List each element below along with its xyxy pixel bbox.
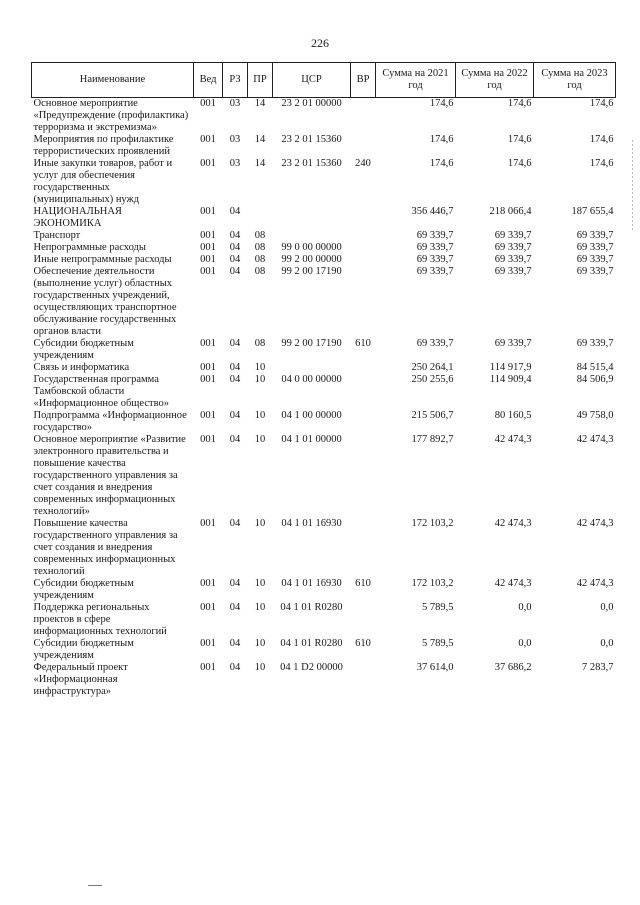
row-name: Субсидии бюджетным учреждениям bbox=[33, 578, 134, 601]
row-sum-2023: 42 474,3 bbox=[576, 434, 614, 445]
row-name: НАЦИОНАЛЬНАЯ ЭКОНОМИКА bbox=[33, 206, 122, 229]
row-vr bbox=[351, 374, 376, 410]
row-name: Субсидии бюджетным учреждениям bbox=[33, 338, 134, 361]
table-row bbox=[32, 338, 616, 362]
row-sum-2023: 0,0 bbox=[600, 602, 614, 613]
row-vr bbox=[351, 662, 376, 698]
row-sum-2022: 114 909,4 bbox=[489, 374, 532, 385]
row-ved: 001 bbox=[200, 230, 216, 241]
row-sum-2022: 69 339,7 bbox=[494, 338, 532, 349]
page-number: 226 bbox=[311, 36, 329, 50]
table-row bbox=[32, 578, 616, 602]
row-vr: 610 bbox=[355, 578, 371, 589]
row-sum-2022: 80 160,5 bbox=[494, 410, 532, 421]
row-pr: 14 bbox=[254, 158, 266, 169]
row-sum-2023: 49 758,0 bbox=[576, 410, 614, 421]
row-csr: 04 1 D2 00000 bbox=[280, 662, 343, 673]
table-row bbox=[32, 602, 616, 638]
row-ved: 001 bbox=[200, 578, 216, 589]
row-ved: 001 bbox=[200, 638, 216, 649]
row-sum-2023: 84 515,4 bbox=[576, 362, 614, 373]
header-rz: РЗ bbox=[223, 63, 248, 98]
row-sum-2021: 250 264,1 bbox=[411, 362, 454, 373]
row-name: Основное мероприятие «Развитие электронного правительства и повышение качества государственного управления за счет создания и внедрения современных информационных технологий» bbox=[33, 434, 186, 517]
row-rz: 03 bbox=[229, 134, 241, 145]
table-row bbox=[32, 518, 616, 578]
table-row bbox=[32, 434, 616, 518]
row-sum-2022: 69 339,7 bbox=[494, 254, 532, 265]
row-sum-2022: 174,6 bbox=[507, 134, 532, 145]
table-row bbox=[32, 242, 616, 254]
row-sum-2023: 69 339,7 bbox=[576, 254, 614, 265]
row-pr: 14 bbox=[254, 98, 266, 109]
row-csr: 04 1 01 R0280 bbox=[280, 638, 343, 649]
row-rz: 03 bbox=[229, 98, 241, 109]
row-sum-2021: 174,6 bbox=[429, 134, 454, 145]
row-ved: 001 bbox=[200, 98, 216, 109]
row-pr: 10 bbox=[254, 434, 266, 445]
row-sum-2021: 69 339,7 bbox=[416, 338, 454, 349]
row-sum-2023: 69 339,7 bbox=[576, 242, 614, 253]
row-sum-2022: 42 474,3 bbox=[494, 518, 532, 529]
row-vr bbox=[351, 410, 376, 434]
table-row bbox=[32, 254, 616, 266]
row-name: Иные непрограммные расходы bbox=[33, 254, 172, 265]
row-vr bbox=[351, 134, 376, 158]
row-pr: 10 bbox=[254, 410, 266, 421]
row-rz: 04 bbox=[229, 518, 241, 529]
row-sum-2022: 0,0 bbox=[518, 602, 532, 613]
row-rz: 03 bbox=[229, 158, 241, 169]
row-sum-2022: 69 339,7 bbox=[494, 242, 532, 253]
row-sum-2021: 250 255,6 bbox=[411, 374, 454, 385]
scan-margin-mark bbox=[632, 140, 633, 230]
row-ved: 001 bbox=[200, 602, 216, 613]
row-csr: 04 1 01 R0280 bbox=[280, 602, 343, 613]
table-header-row bbox=[32, 63, 616, 98]
header-vr: ВР bbox=[351, 63, 376, 98]
row-sum-2021: 5 789,5 bbox=[422, 638, 454, 649]
header-name: Наименование bbox=[32, 63, 194, 98]
row-sum-2021: 356 446,7 bbox=[411, 206, 454, 217]
row-csr: 23 2 01 15360 bbox=[281, 134, 342, 145]
row-sum-2022: 0,0 bbox=[518, 638, 532, 649]
header-ved: Вед bbox=[194, 63, 223, 98]
row-sum-2021: 174,6 bbox=[429, 158, 454, 169]
row-pr: 08 bbox=[254, 230, 266, 241]
row-name: Повышение качества государственного управления за счет создания и внедрения современных информационных технологий bbox=[33, 518, 178, 577]
row-pr: 08 bbox=[254, 254, 266, 265]
row-ved: 001 bbox=[200, 242, 216, 253]
row-rz: 04 bbox=[229, 578, 241, 589]
header-sum-2021: Сумма на 2021 год bbox=[376, 63, 456, 98]
row-ved: 001 bbox=[200, 662, 216, 673]
row-sum-2023: 7 283,7 bbox=[582, 662, 614, 673]
row-sum-2023: 84 506,9 bbox=[576, 374, 614, 385]
row-pr: 10 bbox=[254, 638, 266, 649]
row-ved: 001 bbox=[200, 254, 216, 265]
row-name: Основное мероприятие «Предупреждение (профилактика) терроризма и экстремизма» bbox=[33, 98, 189, 133]
row-sum-2022: 69 339,7 bbox=[494, 230, 532, 241]
row-vr bbox=[351, 254, 376, 266]
row-vr: 610 bbox=[355, 338, 371, 349]
row-vr bbox=[351, 98, 376, 135]
row-pr: 10 bbox=[254, 518, 266, 529]
row-name: Иные закупки товаров, работ и услуг для обеспечения государственных (муниципальных) нужд bbox=[33, 158, 173, 205]
row-csr: 04 0 00 00000 bbox=[281, 374, 342, 385]
row-name: Субсидии бюджетным учреждениям bbox=[33, 638, 134, 661]
row-csr: 04 1 00 00000 bbox=[281, 410, 342, 421]
row-sum-2021: 172 103,2 bbox=[411, 518, 454, 529]
row-pr: 10 bbox=[254, 374, 266, 385]
row-csr bbox=[273, 206, 351, 230]
table-row bbox=[32, 410, 616, 434]
row-rz: 04 bbox=[229, 602, 241, 613]
row-rz: 04 bbox=[229, 638, 241, 649]
row-name: Поддержка региональных проектов в сфере информационных технологий bbox=[33, 602, 167, 637]
row-name: Связь и информатика bbox=[33, 362, 130, 373]
table-row bbox=[32, 206, 616, 230]
row-pr: 08 bbox=[254, 242, 266, 253]
table-row bbox=[32, 638, 616, 662]
header-pr: ПР bbox=[248, 63, 273, 98]
row-sum-2023: 0,0 bbox=[600, 638, 614, 649]
row-rz: 04 bbox=[229, 338, 241, 349]
row-vr: 610 bbox=[355, 638, 371, 649]
row-sum-2023: 42 474,3 bbox=[576, 578, 614, 589]
row-csr: 04 1 01 16930 bbox=[281, 578, 342, 589]
row-rz: 04 bbox=[229, 374, 241, 385]
row-ved: 001 bbox=[200, 374, 216, 385]
table-row bbox=[32, 266, 616, 338]
row-sum-2023: 69 339,7 bbox=[576, 230, 614, 241]
row-ved: 001 bbox=[200, 266, 216, 277]
row-pr: 10 bbox=[254, 602, 266, 613]
row-name: Государственная программа Тамбовской области «Информационное общество» bbox=[33, 374, 169, 409]
row-name: Непрограммные расходы bbox=[33, 242, 146, 253]
table-body bbox=[32, 98, 616, 699]
table-row bbox=[32, 374, 616, 410]
row-vr bbox=[351, 362, 376, 374]
row-rz: 04 bbox=[229, 434, 241, 445]
row-rz: 04 bbox=[229, 266, 241, 277]
row-rz: 04 bbox=[229, 242, 241, 253]
row-csr: 99 2 00 17190 bbox=[281, 338, 342, 349]
header-sum-2023: Сумма на 2023 год bbox=[534, 63, 616, 98]
row-sum-2023: 42 474,3 bbox=[576, 518, 614, 529]
row-vr bbox=[351, 434, 376, 518]
row-ved: 001 bbox=[200, 158, 216, 169]
row-sum-2023: 174,6 bbox=[589, 158, 614, 169]
row-rz: 04 bbox=[229, 206, 241, 217]
row-rz: 04 bbox=[229, 254, 241, 265]
row-sum-2023: 69 339,7 bbox=[576, 338, 614, 349]
row-pr: 08 bbox=[254, 338, 266, 349]
row-vr bbox=[351, 230, 376, 242]
row-csr: 23 2 01 00000 bbox=[281, 98, 342, 109]
row-vr bbox=[351, 602, 376, 638]
row-sum-2023: 187 655,4 bbox=[571, 206, 614, 217]
row-sum-2021: 174,6 bbox=[429, 98, 454, 109]
row-ved: 001 bbox=[200, 134, 216, 145]
budget-table bbox=[31, 62, 616, 698]
row-rz: 04 bbox=[229, 362, 241, 373]
table-row bbox=[32, 230, 616, 242]
row-sum-2023: 69 339,7 bbox=[576, 266, 614, 277]
row-pr: 10 bbox=[254, 662, 266, 673]
row-vr bbox=[351, 518, 376, 578]
table-row bbox=[32, 134, 616, 158]
row-sum-2021: 5 789,5 bbox=[422, 602, 454, 613]
row-sum-2021: 37 614,0 bbox=[416, 662, 454, 673]
row-sum-2022: 174,6 bbox=[507, 98, 532, 109]
row-sum-2022: 37 686,2 bbox=[494, 662, 532, 673]
row-rz: 04 bbox=[229, 410, 241, 421]
row-sum-2023: 174,6 bbox=[589, 134, 614, 145]
header-sum-2022: Сумма на 2022 год bbox=[456, 63, 534, 98]
row-name: Обеспечение деятельности (выполнение услуг) областных государственных учреждений, осуществляющих транспортное обслуживание государственных органов власти bbox=[33, 266, 177, 337]
scan-mark bbox=[88, 885, 102, 886]
row-pr: 08 bbox=[254, 266, 266, 277]
row-ved: 001 bbox=[200, 518, 216, 529]
row-csr: 04 1 01 16930 bbox=[281, 518, 342, 529]
row-csr bbox=[273, 230, 351, 242]
row-pr: 14 bbox=[254, 134, 266, 145]
table-row bbox=[32, 158, 616, 206]
table-row bbox=[32, 98, 616, 135]
row-sum-2021: 69 339,7 bbox=[416, 230, 454, 241]
row-csr: 99 2 00 17190 bbox=[281, 266, 342, 277]
row-vr bbox=[351, 266, 376, 338]
table-row bbox=[32, 662, 616, 698]
row-vr bbox=[351, 242, 376, 254]
row-name: Мероприятия по профилактике террористических проявлений bbox=[33, 134, 174, 157]
row-ved: 001 bbox=[200, 206, 216, 217]
row-sum-2023: 174,6 bbox=[589, 98, 614, 109]
row-sum-2022: 114 917,9 bbox=[489, 362, 532, 373]
header-csr: ЦСР bbox=[273, 63, 351, 98]
row-csr: 04 1 01 00000 bbox=[281, 434, 342, 445]
row-rz: 04 bbox=[229, 230, 241, 241]
row-name: Подпрограмма «Информационное государство» bbox=[33, 410, 187, 433]
row-vr bbox=[351, 206, 376, 230]
row-name: Федеральный проект «Информационная инфраструктура» bbox=[33, 662, 128, 697]
row-sum-2021: 69 339,7 bbox=[416, 266, 454, 277]
row-sum-2021: 69 339,7 bbox=[416, 254, 454, 265]
row-ved: 001 bbox=[200, 338, 216, 349]
row-vr: 240 bbox=[355, 158, 371, 169]
row-pr: 10 bbox=[254, 362, 266, 373]
row-sum-2022: 42 474,3 bbox=[494, 434, 532, 445]
row-csr: 99 0 00 00000 bbox=[281, 242, 342, 253]
row-sum-2021: 172 103,2 bbox=[411, 578, 454, 589]
row-sum-2022: 174,6 bbox=[507, 158, 532, 169]
row-sum-2022: 218 066,4 bbox=[489, 206, 532, 217]
row-pr: 10 bbox=[254, 578, 266, 589]
row-ved: 001 bbox=[200, 362, 216, 373]
row-csr bbox=[273, 362, 351, 374]
row-ved: 001 bbox=[200, 410, 216, 421]
row-sum-2021: 69 339,7 bbox=[416, 242, 454, 253]
row-csr: 99 2 00 00000 bbox=[281, 254, 342, 265]
row-sum-2022: 42 474,3 bbox=[494, 578, 532, 589]
row-pr bbox=[248, 206, 273, 230]
row-name: Транспорт bbox=[33, 230, 81, 241]
row-sum-2021: 177 892,7 bbox=[411, 434, 454, 445]
table-row bbox=[32, 362, 616, 374]
row-csr: 23 2 01 15360 bbox=[281, 158, 342, 169]
row-rz: 04 bbox=[229, 662, 241, 673]
row-sum-2021: 215 506,7 bbox=[411, 410, 454, 421]
row-ved: 001 bbox=[200, 434, 216, 445]
row-sum-2022: 69 339,7 bbox=[494, 266, 532, 277]
